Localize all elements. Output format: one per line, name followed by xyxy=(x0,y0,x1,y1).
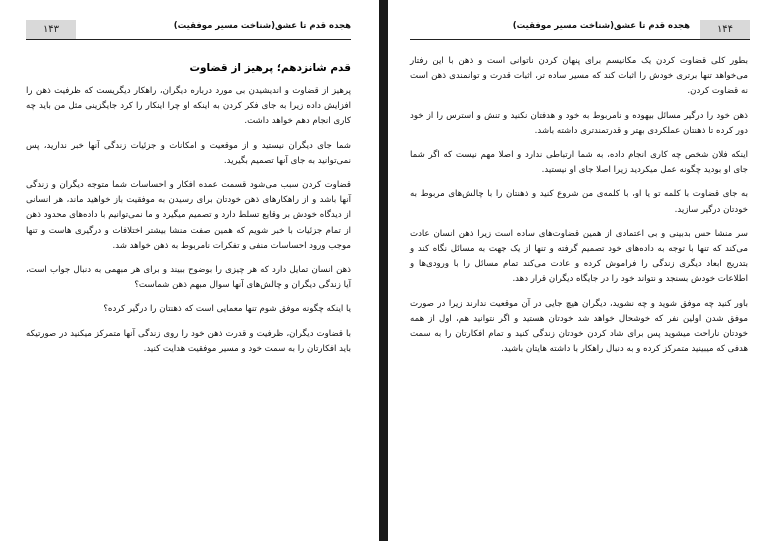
right-page-number: ۱۴۴ xyxy=(700,20,750,39)
left-header-title: هجده قدم تا عشق(شناخت مسیر موفقیت) xyxy=(173,21,351,31)
left-page-number: ۱۴۳ xyxy=(26,20,76,39)
paragraph: پرهیز از قضاوت و اندیشیدن بی مورد درباره دیگران، راهکار دیگریست که ظرفیت ذهن را افزایش داده زیرا به جای فکر کردن به اینکه او چرا اینکار را کرد جایگزینی مثل من باید چه کاری انجام دهم خواهد داشت. xyxy=(26,86,351,127)
right-page-body xyxy=(410,54,748,366)
right-page-header xyxy=(410,20,750,40)
paragraph: یا اینکه چگونه موفق شوم تنها معمایی است که ذهنتان را درگیر کرده؟ xyxy=(103,304,351,315)
section-heading: قدم شانزدهم؛ پرهیز از قضاوت xyxy=(189,62,351,74)
paragraph: شما جای دیگران نیستید و از موقعیت و امکانات و جزئیات زندگی آنها خبر ندارید، پس نمی‌توانید به جای آنها تصمیم بگیرید. xyxy=(26,140,351,166)
book-gutter xyxy=(379,0,388,541)
paragraph: ذهن خود را درگیر مسائل بیهوده و نامربوط به خود و هدفتان نکنید و تنش و استرس را از خود دور کرده تا ذهنتان عملکردی بهتر و قدرتمندتری داشته باشد. xyxy=(410,110,748,136)
left-page-header xyxy=(26,20,351,40)
left-page-body xyxy=(26,84,351,366)
paragraph: باور کنید چه موفق شوید و چه نشوید، دیگران هیچ جایی در آن موقعیت ندارند زیرا در صورت موفق شدن اولین نفر که خوشحال خواهد شد خودتان هستید و اگر نتوانید هم، اول از همه خودتان ناراحت میشوید پس برای شاد کردن خودتان زندگی کنید و تمام افکارتان را به سمت هدفی که میبینید متمرکز کرده و به دنبال راهکار با داشته هایتان باشید. xyxy=(410,298,748,355)
paragraph: سر منشا حس بدبینی و بی اعتمادی از همین قضاوت‌های ساده است زیرا ذهن انسان عادت می‌کند که تنها با توجه به داده‌های خود تصمیم گرفته و تنها از یک جهت به مسائل نگاه کند و بتدریج ابعاد دیگری زندگی را فراموش کرده و عادت می‌کند تمام مسائل را با ورودی‌ها و اطلاعات خودش بسنجد و نتواند خود را در جایگاه دیگران قرار دهد. xyxy=(410,228,748,285)
paragraph: ذهن انسان تمایل دارد که هر چیزی را بوضوح ببیند و برای هر مبهمی به دنبال جواب است، آیا زندگی دیگران و چالش‌های آنها سوال مبهم ذهن شماست؟ xyxy=(26,265,351,291)
paragraph: اینکه فلان شخص چه کاری انجام داده، به شما ارتباطی ندارد و اصلا مهم نیست که اگر شما جای او بودید چگونه عمل میکردید زیرا اصلا جای او نیستید. xyxy=(410,150,748,176)
paragraph: به جای قضاوت با کلمه تو یا او، با کلمه‌ی من شروع کنید و ذهنتان را با چالش‌های مربوط به خودتان درگیر سازید. xyxy=(410,189,748,215)
right-page xyxy=(388,0,768,541)
paragraph: قضاوت کردن سبب می‌شود قسمت عمده افکار و احساسات شما متوجه دیگران و زندگی آنها باشد و از راهکارهای ذهن خودتان برای رسیدن به موفقیت باز خواهید ماند، هر انسانی از دیدگاه خودش بر وقایع تسلط دارد و تصمیم میگیرد و ما نمی‌توانیم با داده‌های محدود ذهن از تمام جزئیات با خبر شویم که همین صفت منشا بیشتر اختلافات و درگیری هاست و تنها موجب ورود احساسات منفی و تفکرات نامربوط به ذهن خواهد شد. xyxy=(26,180,351,251)
paragraph: با قضاوت دیگران، ظرفیت و قدرت ذهن خود را روی زندگی آنها متمرکز میکنید در صورتیکه باید افکارتان را به سمت خود و مسیر موفقیت هدایت کنید. xyxy=(26,328,351,354)
paragraph: بطور کلی قضاوت کردن یک مکانیسم برای پنهان کردن ناتوانی است و ذهن با این رفتار می‌خواهد تنها برتری خودش را اثبات کند که مسیر ساده تر، اثبات قدرت و توانمندی ذهن است نه قضاوت کردن. xyxy=(410,56,748,97)
left-page xyxy=(0,0,379,541)
right-header-title: هجده قدم تا عشق(شناخت مسیر موفقیت) xyxy=(512,21,690,31)
